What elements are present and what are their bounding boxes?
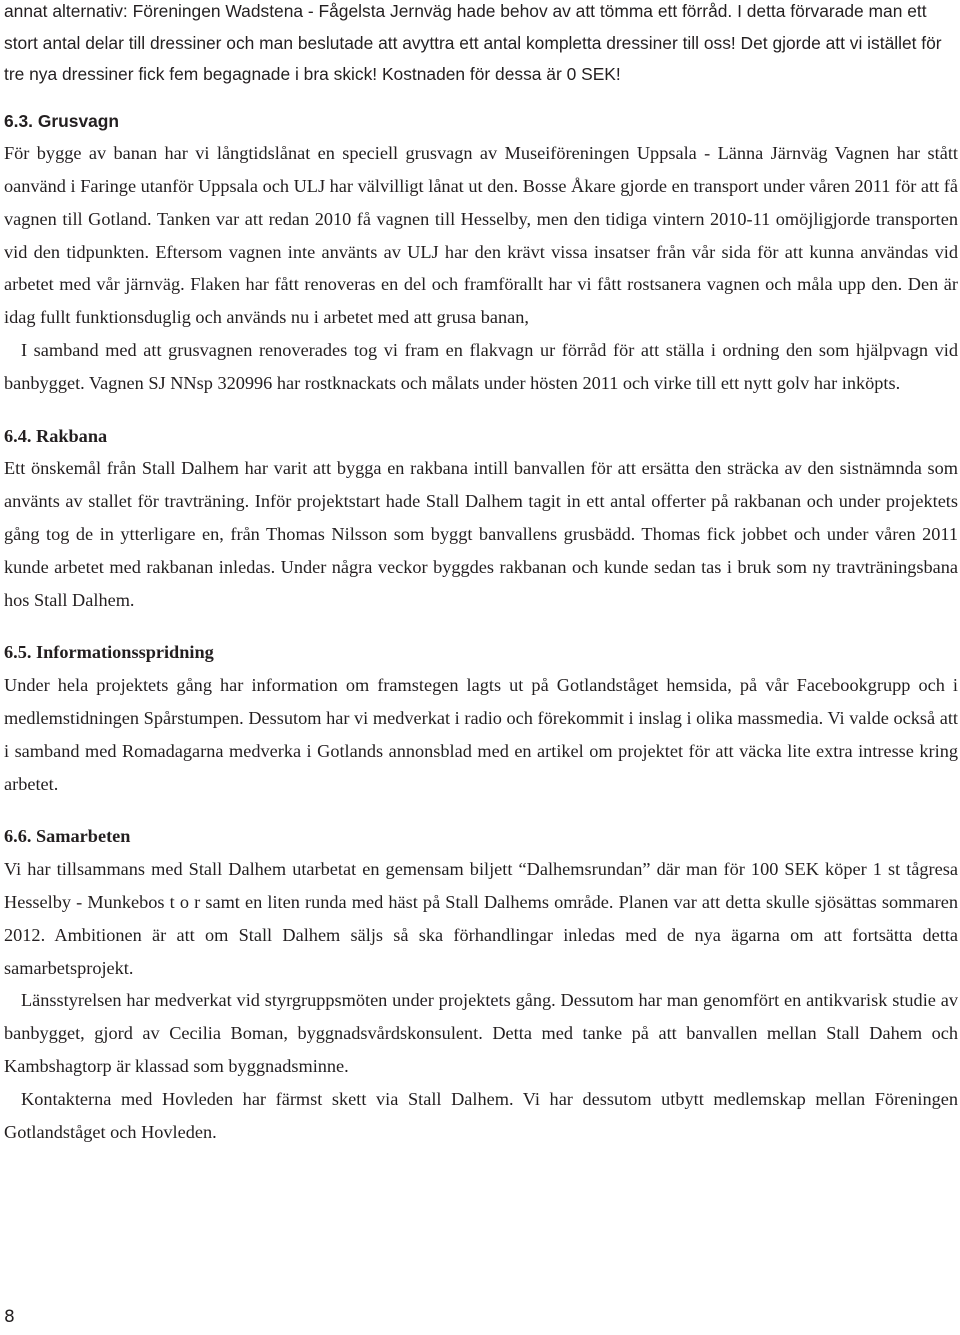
intro-paragraph: annat alternativ: Föreningen Wadstena - Fågelsta Jernväg hade behov av att tömma ett förråd. I detta förvarade man ett stort antal delar till dressiner och man beslutade att avyttra ett antal kompletta dressiner till oss! Det gjorde att vi istället för tre nya dressiner fick fem begagnade i bra skick! Kostnaden för dessa är 0 SEK!: [4, 1, 942, 84]
section-heading: [4, 105, 958, 138]
section-heading: [4, 820, 958, 853]
body-paragraph: För bygge av banan har vi långtidslånat en speciell grusvagn av Museiföreningen Uppsala - Länna Järnväg Vagnen har stått oanvänd i Faringe utanför Uppsala och ULJ har välvilligt lånat ut den. Bosse Åkare gjorde en transport under våren 2011 för att få vagnen till Gotland. Tanken var att redan 2010 få vagnen till Hesselby, men den tidiga vintern 2010-11 omöjligjorde transporten vid den tidpunkten. Eftersom vagnen inte använts av ULJ har den krävt vissa insatser från vår sida för att kunna användas vid arbetet med vår järnväg. Flaken har fått renoveras en del och framförallt har vi fått rostsanera vagnen och måla upp den. Den är idag fullt funktionsduglig och används nu i arbetet med att grusa banan,: [4, 143, 958, 328]
section-number: 6.6.: [4, 826, 32, 847]
section-number: 6.3.: [4, 110, 34, 131]
section-heading: [4, 636, 958, 669]
section-informationsspridning: [4, 636, 958, 800]
section-title: Rakbana: [36, 425, 108, 446]
page-number: 8: [4, 1307, 15, 1327]
section-grusvagn: [4, 105, 958, 400]
body-paragraph: Kontakterna med Hovleden har färmst skett via Stall Dalhem. Vi har dessutom utbytt medlemskap mellan Föreningen Gotlandståget och Hovleden.: [4, 1088, 958, 1142]
section-heading: [4, 420, 958, 453]
body-paragraph: Länsstyrelsen har medverkat vid styrgruppsmöten under projektets gång. Dessutom har man genomfört en antikvarisk studie av banbygget, gjord av Cecilia Boman, byggnadsvårdskonsulent. Detta med tanke på att banvallen mellan Stall Dahem och Kambshagtorp är klassad som byggnadsminne.: [4, 990, 958, 1077]
body-paragraph: I samband med att grusvagnen renoverades tog vi fram en flakvagn ur förråd för att ställa i ordning den som hjälpvagn vid banbygget. Vagnen SJ NNsp 320996 har rostknackats och målats under hösten 2011 och virke till ett nytt golv har inköpts.: [4, 340, 958, 393]
section-title: Grusvagn: [37, 110, 120, 131]
section-rakbana: [4, 420, 958, 617]
body-paragraph: Vi har tillsammans med Stall Dalhem utarbetat en gemensam biljett “Dalhemsrundan” där man för 100 SEK köper 1 st tågresa Hesselby - Munkebos t o r samt en liten runda med häst på Stall Dalhems område. Planen var att detta skulle sjösättas sommaren 2012. Ambitionen är att om Stall Dalhem säljs så ska förhandlingar inledas med de nya ägarna om att fortsätta detta samarbetsprojekt.: [4, 859, 958, 978]
section-title: Samarbeten: [36, 826, 131, 847]
document-page: [4, 0, 958, 1148]
section-samarbeten: [4, 820, 958, 1148]
body-paragraph: Ett önskemål från Stall Dalhem har varit att bygga en rakbana intill banvallen för att ersätta den sträcka av den sistnämnda som använts av stallet för travträning. Inför projektstart hade Stall Dalhem tagit in ett antal offerter på rakbanan och under projektets gång tog de in ytterligare en, från Thomas Nilsson som byggt banvallens grusbädd. Thomas fick jobbet och under våren 2011 kunde arbetet med rakbanan inledas. Under några veckor byggdes rakbanan och kunde sedan tas i bruk som ny travträningsbana hos Stall Dalhem.: [4, 458, 958, 610]
section-number: 6.5.: [4, 642, 32, 663]
body-paragraph: Under hela projektets gång har information om framstegen lagts ut på Gotlandståget hemsida, på vår Facebookgrupp och i medlemstidningen Spårstumpen. Dessutom har vi medverkat i radio och förekommit i inslag i olika massmedia. Vi valde också att i samband med Romadagarna medverka i Gotlands annonsblad med en artikel om projektet för att väcka lite extra intresse kring arbetet.: [4, 675, 958, 794]
section-title: Informationsspridning: [36, 642, 214, 663]
section-number: 6.4.: [4, 425, 32, 446]
